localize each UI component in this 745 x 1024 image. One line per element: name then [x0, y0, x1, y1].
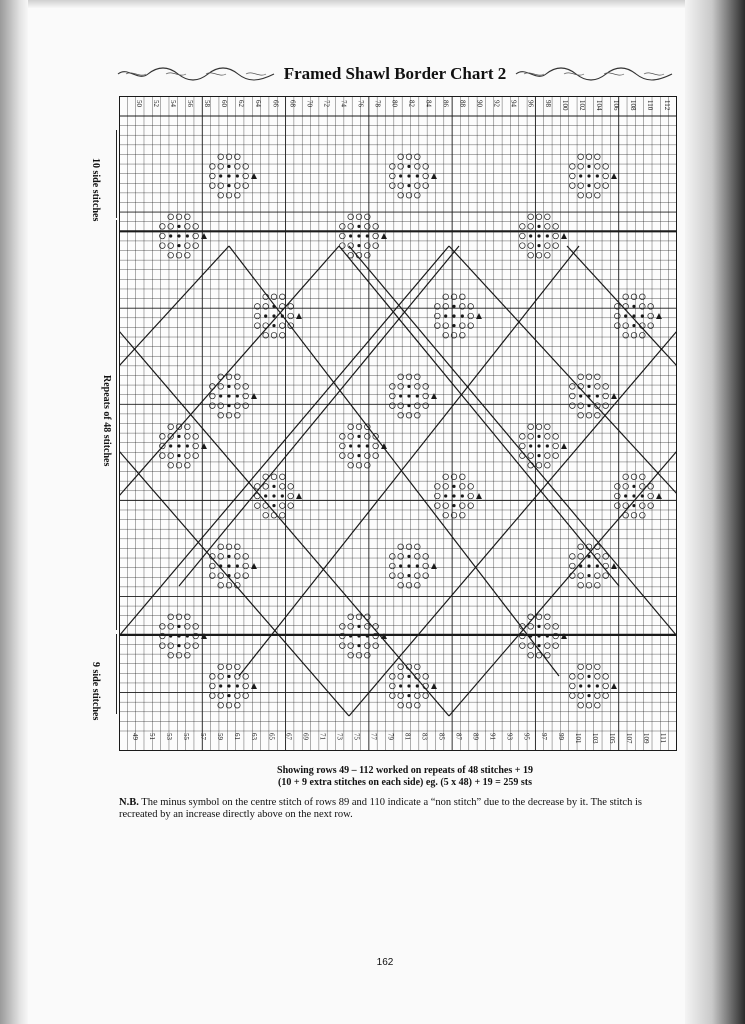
knit-dot-stitch [587, 684, 590, 687]
bottom-row-number-label: 83 [420, 733, 429, 740]
knit-dot-stitch [587, 174, 590, 177]
knit-dot-stitch [227, 184, 230, 187]
knit-dot-stitch [537, 644, 540, 647]
knit-dot-stitch [596, 684, 599, 687]
knit-dot-stitch [219, 564, 222, 567]
knit-dot-stitch [407, 564, 410, 567]
top-row-number-label: 106 [611, 100, 620, 111]
knit-dot-stitch [444, 314, 447, 317]
knit-dot-stitch [596, 564, 599, 567]
bottom-row-number-label: 67 [284, 733, 293, 740]
knit-dot-stitch [416, 564, 419, 567]
knit-dot-stitch [227, 675, 230, 678]
knit-dot-stitch [407, 574, 410, 577]
knit-dot-stitch [416, 174, 419, 177]
knit-dot-stitch [366, 634, 369, 637]
repeat-stitches-label: Repeats of 48 stitches [101, 375, 112, 467]
knit-dot-stitch [272, 504, 275, 507]
knit-dot-stitch [579, 174, 582, 177]
knit-dot-stitch [177, 644, 180, 647]
knit-dot-stitch [177, 444, 180, 447]
top-row-number-label: 110 [645, 100, 654, 111]
bottom-side-bracket-line [116, 634, 117, 714]
knit-dot-stitch [186, 444, 189, 447]
page-top-edge [0, 0, 745, 8]
knit-dot-stitch [357, 625, 360, 628]
knit-dot-stitch [227, 165, 230, 168]
knit-dot-stitch [537, 234, 540, 237]
knit-dot-stitch [641, 494, 644, 497]
knit-dot-stitch [236, 174, 239, 177]
top-side-label-line2: stitches [90, 189, 101, 222]
caption-line-1: Showing rows 49 – 112 worked on repeats of 48 stitches + 19 [277, 765, 533, 776]
caption-line-2: (10 + 9 extra stitches on each side) eg. (5 x 48) + 19 = 259 sts [277, 777, 532, 788]
bottom-row-number-label: 79 [386, 733, 395, 740]
top-row-number-label: 82 [407, 100, 416, 107]
page-number: 162 [376, 957, 394, 968]
knit-dot-stitch [281, 314, 284, 317]
knit-dot-stitch [452, 485, 455, 488]
knit-dot-stitch [366, 234, 369, 237]
knit-dot-stitch [219, 174, 222, 177]
knit-dot-stitch [186, 234, 189, 237]
knit-dot-stitch [227, 385, 230, 388]
knit-dot-stitch [227, 564, 230, 567]
bottom-row-number-label: 51 [148, 733, 157, 740]
chart-caption [140, 765, 670, 789]
knit-dot-stitch [624, 314, 627, 317]
top-row-number-label: 98 [543, 100, 552, 107]
knit-dot-stitch [407, 675, 410, 678]
knit-dot-stitch [587, 555, 590, 558]
knit-dot-stitch [587, 165, 590, 168]
knit-dot-stitch [357, 234, 360, 237]
bottom-row-number-label: 57 [199, 733, 208, 740]
bottom-row-number-label: 101 [573, 733, 582, 744]
top-row-number-label: 68 [288, 100, 297, 107]
knit-dot-stitch [452, 494, 455, 497]
bottom-row-number-label: 91 [488, 733, 497, 740]
knit-dot-stitch [579, 684, 582, 687]
knitting-chart [119, 96, 677, 751]
top-row-number-label: 54 [169, 100, 178, 107]
top-row-number-label: 96 [526, 100, 535, 107]
knit-dot-stitch [407, 394, 410, 397]
knit-dot-stitch [227, 174, 230, 177]
knit-dot-stitch [632, 494, 635, 497]
bottom-row-number-label: 81 [403, 733, 412, 740]
knit-dot-stitch [537, 225, 540, 228]
top-row-number-label: 60 [220, 100, 229, 107]
knit-dot-stitch [537, 244, 540, 247]
top-row-number-label: 108 [628, 100, 637, 111]
knit-dot-stitch [537, 444, 540, 447]
top-row-number-label: 78 [373, 100, 382, 107]
knit-dot-stitch [407, 555, 410, 558]
knit-dot-stitch [546, 444, 549, 447]
title-row [100, 62, 690, 86]
knit-dot-stitch [624, 494, 627, 497]
knit-dot-stitch [537, 454, 540, 457]
knit-dot-stitch [546, 234, 549, 237]
top-row-number-label: 72 [322, 100, 331, 107]
knit-dot-stitch [236, 394, 239, 397]
knit-dot-stitch [587, 675, 590, 678]
page-left-gutter [0, 0, 28, 1024]
knit-dot-stitch [587, 564, 590, 567]
knit-dot-stitch [416, 394, 419, 397]
knit-dot-stitch [349, 234, 352, 237]
knit-dot-stitch [357, 435, 360, 438]
note-text: The minus symbol on the centre stitch of rows 89 and 110 indicate a “non stitch” due to the decrease by it. The stitch is recreated by an increase directly above on the next row. [119, 797, 642, 820]
knit-dot-stitch [596, 394, 599, 397]
page-title: Framed Shawl Border Chart 2 [283, 64, 507, 83]
bottom-row-number-label: 49 [131, 733, 139, 740]
top-row-number-label: 70 [305, 100, 314, 107]
knit-dot-stitch [632, 314, 635, 317]
top-row-number-label: 50 [135, 100, 143, 107]
top-row-number-label: 64 [254, 100, 263, 107]
knit-dot-stitch [537, 634, 540, 637]
top-row-number-label: 86 [441, 100, 450, 107]
bottom-row-number-label: 99 [556, 733, 565, 740]
bottom-row-number-label: 55 [182, 733, 191, 740]
knit-dot-stitch [579, 394, 582, 397]
knit-dot-stitch [227, 574, 230, 577]
knit-dot-stitch [177, 435, 180, 438]
bottom-row-number-label: 103 [590, 733, 599, 744]
knit-dot-stitch [641, 314, 644, 317]
knit-dot-stitch [177, 225, 180, 228]
bottom-side-label-line2: stitches [90, 688, 101, 721]
top-row-number-label: 74 [339, 100, 348, 107]
top-row-number-label: 90 [475, 100, 484, 107]
knit-dot-stitch [407, 694, 410, 697]
top-row-number-label: 102 [577, 100, 586, 111]
bottom-row-number-label: 85 [437, 733, 446, 740]
top-side-stitches-label [90, 158, 100, 221]
knit-dot-stitch [281, 494, 284, 497]
top-row-number-label: 88 [458, 100, 467, 107]
knit-dot-stitch [272, 305, 275, 308]
knit-dot-stitch [587, 404, 590, 407]
knit-dot-stitch [461, 314, 464, 317]
bottom-side-label-line1: 9 side [90, 662, 101, 687]
bottom-row-number-label: 109 [641, 733, 650, 744]
bottom-row-number-label: 69 [301, 733, 310, 740]
bottom-row-number-label: 105 [607, 733, 616, 744]
knit-dot-stitch [272, 494, 275, 497]
knit-dot-stitch [416, 684, 419, 687]
note-paragraph [119, 797, 679, 821]
knit-dot-stitch [186, 634, 189, 637]
knit-dot-stitch [452, 324, 455, 327]
knit-dot-stitch [407, 174, 410, 177]
knit-dot-stitch [529, 234, 532, 237]
knit-dot-stitch [357, 244, 360, 247]
knit-dot-stitch [272, 314, 275, 317]
knit-dot-stitch [596, 174, 599, 177]
knit-dot-stitch [452, 305, 455, 308]
knit-dot-stitch [177, 454, 180, 457]
top-side-bracket-line [116, 130, 117, 218]
knit-dot-stitch [444, 494, 447, 497]
repeat-bracket-line [116, 220, 117, 630]
knit-dot-stitch [587, 184, 590, 187]
top-row-number-label: 92 [492, 100, 501, 107]
knit-dot-stitch [452, 504, 455, 507]
knit-dot-stitch [546, 634, 549, 637]
knit-dot-stitch [177, 625, 180, 628]
knit-dot-stitch [357, 444, 360, 447]
top-row-number-label: 80 [390, 100, 399, 107]
knit-dot-stitch [529, 634, 532, 637]
bottom-row-number-label: 75 [352, 733, 361, 740]
knit-dot-stitch [587, 694, 590, 697]
bottom-row-number-label: 97 [539, 733, 548, 740]
page-right-binding-shadow [685, 0, 745, 1024]
knit-dot-stitch [357, 225, 360, 228]
knit-dot-stitch [461, 494, 464, 497]
top-side-label-line1: 10 side [90, 158, 101, 188]
top-row-number-label: 112 [663, 100, 671, 111]
knit-dot-stitch [219, 684, 222, 687]
bottom-row-number-label: 61 [233, 733, 242, 740]
bottom-side-stitches-label [90, 662, 100, 720]
knit-dot-stitch [407, 165, 410, 168]
knit-dot-stitch [587, 394, 590, 397]
bottom-row-number-label: 59 [216, 733, 225, 740]
knit-dot-stitch [349, 634, 352, 637]
bottom-row-number-label: 77 [369, 733, 378, 740]
knit-dot-stitch [227, 555, 230, 558]
knit-dot-stitch [366, 444, 369, 447]
knit-dot-stitch [632, 305, 635, 308]
knit-dot-stitch [227, 684, 230, 687]
top-row-number-label: 58 [203, 100, 212, 107]
knit-dot-stitch [169, 234, 172, 237]
right-flourish-ornament [514, 66, 674, 82]
knit-dot-stitch [169, 444, 172, 447]
knit-dot-stitch [579, 564, 582, 567]
top-row-number-label: 94 [509, 100, 518, 107]
knit-dot-stitch [227, 694, 230, 697]
knit-dot-stitch [236, 684, 239, 687]
knit-dot-stitch [177, 244, 180, 247]
bottom-row-number-label: 87 [454, 733, 463, 740]
bottom-row-number-label: 53 [165, 733, 174, 740]
knit-dot-stitch [407, 684, 410, 687]
knit-dot-stitch [227, 394, 230, 397]
knit-dot-stitch [407, 184, 410, 187]
knit-dot-stitch [399, 684, 402, 687]
knit-dot-stitch [357, 634, 360, 637]
top-row-number-label: 66 [271, 100, 280, 107]
knit-dot-stitch [632, 324, 635, 327]
top-row-number-label: 62 [237, 100, 246, 107]
knit-dot-stitch [357, 454, 360, 457]
bottom-row-number-label: 93 [505, 733, 514, 740]
bottom-row-number-label: 65 [267, 733, 276, 740]
bottom-row-number-label: 111 [659, 733, 667, 743]
knit-dot-stitch [399, 564, 402, 567]
bottom-row-number-label: 107 [624, 733, 633, 744]
knit-dot-stitch [587, 385, 590, 388]
knit-dot-stitch [272, 485, 275, 488]
knit-dot-stitch [177, 634, 180, 637]
knit-dot-stitch [177, 234, 180, 237]
knit-dot-stitch [632, 485, 635, 488]
knit-dot-stitch [219, 394, 222, 397]
knit-dot-stitch [349, 444, 352, 447]
knit-dot-stitch [264, 494, 267, 497]
top-row-number-label: 76 [356, 100, 365, 107]
knit-dot-stitch [407, 404, 410, 407]
knit-dot-stitch [399, 394, 402, 397]
knit-dot-stitch [537, 625, 540, 628]
note-label: N.B. [119, 797, 139, 808]
knitting-chart-grid [119, 96, 677, 751]
bottom-row-number-label: 73 [335, 733, 344, 740]
knit-dot-stitch [537, 435, 540, 438]
knit-dot-stitch [399, 174, 402, 177]
left-flourish-ornament [116, 66, 276, 82]
bottom-row-number-label: 95 [522, 733, 531, 740]
knit-dot-stitch [587, 574, 590, 577]
knit-dot-stitch [236, 564, 239, 567]
knit-dot-stitch [529, 444, 532, 447]
top-row-number-label: 104 [594, 100, 603, 111]
bottom-row-number-label: 71 [318, 733, 327, 740]
knit-dot-stitch [632, 504, 635, 507]
bottom-row-number-label: 63 [250, 733, 259, 740]
top-row-number-label: 84 [424, 100, 433, 107]
knit-dot-stitch [264, 314, 267, 317]
knit-dot-stitch [169, 634, 172, 637]
bottom-row-number-label: 89 [471, 733, 480, 740]
knit-dot-stitch [227, 404, 230, 407]
knit-dot-stitch [357, 644, 360, 647]
top-row-number-label: 56 [186, 100, 195, 107]
top-row-number-label: 52 [152, 100, 161, 107]
knit-dot-stitch [407, 385, 410, 388]
knit-dot-stitch [452, 314, 455, 317]
top-row-number-label: 100 [560, 100, 569, 111]
knit-dot-stitch [272, 324, 275, 327]
